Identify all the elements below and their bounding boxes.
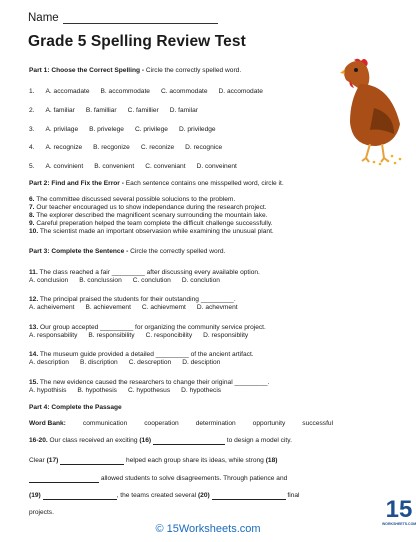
q4 [29, 144, 359, 152]
q3-num: 3. [29, 126, 35, 133]
q14-blank[interactable]: _________ [155, 351, 189, 358]
word-bank-label: Word Bank: [29, 420, 66, 427]
q4-option-d[interactable]: D. recognice [185, 144, 223, 151]
part-1 [29, 67, 359, 82]
q13-blank[interactable]: _________ [100, 324, 134, 331]
passage-2 [29, 457, 384, 475]
sentence-6-num: 6. [29, 196, 35, 203]
passage-text: final [287, 492, 300, 499]
passage-num: 16-20. [29, 437, 48, 444]
passage-line-5: projects. [29, 509, 54, 516]
q14-option-a[interactable]: A. description [29, 359, 69, 366]
q12-option-b[interactable]: B. achievement [85, 304, 131, 311]
q11-option-b[interactable]: B. conclussion [79, 277, 122, 284]
q5-num: 5. [29, 163, 35, 170]
blank-17-num: (17) [46, 457, 59, 464]
blank-18-num: (18) [265, 457, 278, 464]
q13-text-after: for organizing the community service project. [135, 324, 266, 331]
passage-4 [29, 492, 384, 510]
q13-option-c[interactable]: C. responcibility [145, 332, 193, 339]
q11-option-a[interactable]: A. conclusion [29, 277, 69, 284]
q15-text-after: . [267, 379, 270, 386]
q13-text-before: Our group accepted [40, 324, 99, 331]
passage-text: allowed students to solve disagreements. Through patience and [100, 475, 288, 482]
q15 [29, 379, 384, 395]
q13-option-a[interactable]: A. responsability [29, 332, 78, 339]
part-3-title: Part 3: Complete the Sentence - [29, 248, 129, 255]
sentence-7 [29, 204, 384, 212]
name-label: Name [28, 12, 59, 24]
q2 [29, 107, 359, 115]
part-4 [29, 404, 384, 428]
sentence-6 [29, 196, 384, 204]
q3 [29, 126, 359, 134]
blank-20-num: (20) [197, 492, 210, 499]
page-title: Grade 5 Spelling Review Test [28, 33, 246, 50]
q13-num: 13. [29, 324, 39, 331]
q11-text-after: after discussing every available option. [146, 269, 260, 276]
q12-option-c[interactable]: C. achievmemt [141, 304, 186, 311]
word-bank-item: opportunity [252, 420, 286, 427]
q2-option-c[interactable]: C. famillier [127, 107, 159, 114]
q12-option-a[interactable]: A. acheivement [29, 304, 75, 311]
q4-option-c[interactable]: C. reconize [140, 144, 175, 151]
sentence-9-text[interactable]: Careful preperation helped the team complete the difficult challenge successfully. [36, 220, 273, 227]
q5-option-d[interactable]: D. conveinent [196, 163, 237, 170]
sentence-8-num: 8. [29, 212, 35, 219]
logo-number: 15 [385, 496, 413, 523]
q12-text-after: . [233, 296, 236, 303]
q5-option-c[interactable]: C. conveniant [145, 163, 186, 170]
q12 [29, 296, 384, 312]
q14-text-after: of the ancient artifact. [190, 351, 254, 358]
q13-option-d[interactable]: D. responsiblity [203, 332, 249, 339]
q14-option-b[interactable]: B. discription [79, 359, 118, 366]
q2-num: 2. [29, 107, 35, 114]
part-3 [29, 248, 384, 263]
sentence-8 [29, 212, 384, 220]
blank-16[interactable] [153, 438, 225, 445]
q11-option-c[interactable]: C. conclution [132, 277, 171, 284]
q2-option-d[interactable]: D. familar [169, 107, 198, 114]
blank-19-num: (19) [29, 492, 41, 499]
logo [382, 498, 416, 542]
q3-option-a[interactable]: A. privilage [45, 126, 79, 133]
part-1-heading [29, 67, 359, 75]
blank-16-num: (16) [139, 437, 152, 444]
q3-option-d[interactable]: D. priviledge [178, 126, 216, 133]
q1-num: 1. [29, 88, 35, 95]
passage-text: helped each group share its ideas, while strong [126, 457, 264, 464]
q14-option-c[interactable]: C. descreption [128, 359, 172, 366]
passage-text: , the teams created several [116, 492, 197, 499]
q11 [29, 269, 384, 285]
q12-option-d[interactable]: D. achevment [196, 304, 238, 311]
q15-option-a[interactable]: A. hypothisis [29, 387, 67, 394]
sentence-8-text[interactable]: The explorer described the magnificent scenary surrounding the mountain lake. [36, 212, 268, 219]
q5-option-a[interactable]: A. convinient [45, 163, 84, 170]
q15-option-c[interactable]: C. hypothesus [127, 387, 171, 394]
sentence-9-num: 9. [29, 220, 35, 227]
sentence-7-num: 7. [29, 204, 35, 211]
q12-num: 12. [29, 296, 39, 303]
q15-option-b[interactable]: B. hypothesis [77, 387, 117, 394]
q5-option-b[interactable]: B. convenient [94, 163, 135, 170]
blank-18[interactable] [29, 476, 99, 483]
passage-line-3 [29, 475, 384, 483]
q11-option-d[interactable]: D. conclution [181, 277, 220, 284]
name-row [28, 12, 218, 24]
q12-blank[interactable]: _________ [200, 296, 234, 303]
word-bank-item: successful [302, 420, 334, 427]
site-link[interactable]: 15Worksheets.com [166, 523, 261, 535]
word-bank-item: communication [82, 420, 128, 427]
footer [0, 523, 416, 535]
sentence-10 [29, 228, 384, 236]
logo-caption: WORKSHEETS.COM [382, 522, 416, 526]
part-3-instruction: Circle the correctly spelled word. [128, 248, 226, 255]
q3-option-b[interactable]: B. privelege [89, 126, 124, 133]
part-4-heading: Part 4: Complete the Passage [29, 404, 122, 411]
q13-option-b[interactable]: B. responsibility [88, 332, 135, 339]
blank-19[interactable] [43, 493, 117, 500]
part-2-title: Part 2: Find and Fix the Error - [29, 180, 124, 187]
part-1-title: Part 1: Choose the Correct Spelling - [29, 67, 145, 74]
passage-text: Clear [29, 457, 45, 464]
part-3-heading [29, 248, 384, 256]
sentence-10-text[interactable]: The scientist made an important observasion while examining the unusual plant. [39, 228, 274, 235]
q15-num: 15. [29, 379, 39, 386]
q14-num: 14. [29, 351, 39, 358]
passage-text: to design a model city. [226, 437, 292, 444]
q4-option-a[interactable]: A. recognize [45, 144, 83, 151]
sentence-10-num: 10. [29, 228, 39, 235]
q4-option-b[interactable]: B. recgonize [93, 144, 130, 151]
q1 [29, 88, 359, 96]
word-bank [29, 420, 384, 428]
word-bank-item: determination [195, 420, 236, 427]
q14-option-d[interactable]: D. desciption [182, 359, 221, 366]
word-bank-item: cooperation [144, 420, 179, 427]
passage-line-1 [29, 436, 384, 445]
q2-option-b[interactable]: B. familliar [85, 107, 117, 114]
sentence-7-text[interactable]: Our teacher encouraged us to show independance during the research project. [36, 204, 267, 211]
passage-3 [29, 475, 384, 493]
q12-text-before: The principal praised the students for their outstanding [39, 296, 199, 303]
blank-20[interactable] [212, 493, 286, 500]
q2-option-a[interactable]: A. familiar [45, 107, 75, 114]
sentence-9 [29, 220, 384, 228]
q11-blank[interactable]: _________ [111, 269, 145, 276]
q1-option-c[interactable]: C. acommodate [160, 88, 208, 95]
q11-num: 11. [29, 269, 38, 276]
q5 [29, 163, 359, 171]
q4-num: 4. [29, 144, 35, 151]
q15-text-before: The new evidence caused the researchers to change their original [39, 379, 233, 386]
passage-line-4 [29, 492, 384, 500]
passage-text: Our class received an exciting [49, 437, 138, 444]
q15-option-d[interactable]: D. hypothecis [181, 387, 222, 394]
q1-option-a[interactable]: A. accomadate [45, 88, 90, 95]
blank-17[interactable] [60, 458, 124, 465]
part-1-instruction: Circle the correctly spelled word. [144, 67, 242, 74]
copyright-icon: © [155, 523, 164, 535]
q1-option-b[interactable]: B. accommodate [100, 88, 150, 95]
sentence-6-text[interactable]: The committee discussed several possible solucions to the problem. [36, 196, 236, 203]
passage [29, 436, 384, 455]
q14-text-before: The museum guide provided a detailed [39, 351, 154, 358]
q3-option-c[interactable]: C. privilege [134, 126, 168, 133]
q14 [29, 351, 384, 367]
passage-line-2 [29, 457, 384, 465]
part-2-heading [29, 180, 384, 188]
name-field-line[interactable] [63, 12, 218, 24]
part-2 [29, 180, 384, 236]
part-2-instruction: Each sentence contains one misspelled word, circle it. [123, 180, 284, 187]
q15-blank[interactable]: _________ [234, 379, 268, 386]
q11-text-before: The class reached a fair [39, 269, 110, 276]
q1-option-d[interactable]: D. accomodate [218, 88, 263, 95]
q13 [29, 324, 384, 340]
